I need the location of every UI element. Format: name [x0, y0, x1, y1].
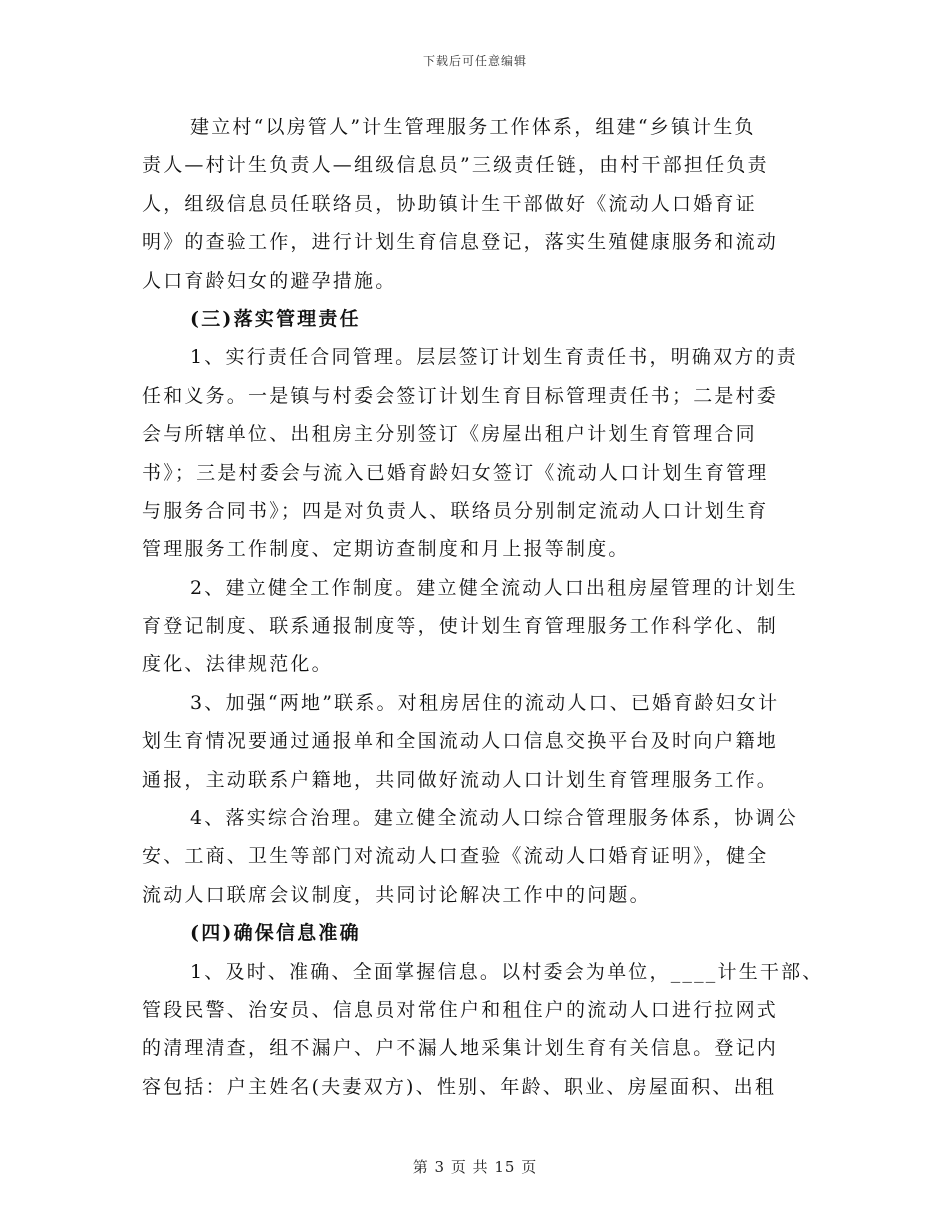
text-line: 人，组级信息员任联络员，协助镇计生干部做好《流动人口婚育证	[142, 192, 757, 215]
text-line: 责人—村计生负责人—组级信息员”三级责任链，由村干部担任负责	[142, 154, 769, 177]
text-line: 2、建立健全工作制度。建立健全流动人口出租房屋管理的计划生	[190, 576, 798, 599]
text-line: 与服务合同书》；四是对负责人、联络员分别制定流动人口计划生育	[142, 499, 769, 522]
text-line: 建立村“以房管人”计生管理服务工作体系，组建“乡镇计生负	[190, 116, 756, 138]
text-line: 书》；三是村委会与流入已婚育龄妇女签订《流动人口计划生育管理	[142, 461, 769, 484]
text-line: 流动人口联席会议制度，共同讨论解决工作中的问题。	[142, 883, 651, 906]
text-line: 容包括：户主姓名(夫妻双方)、性别、年龄、职业、房屋面积、出租	[142, 1075, 777, 1098]
text-line: 育登记制度、联系通报制度等，使计划生育管理服务工作科学化、制	[142, 615, 779, 638]
text-line: 3、加强“两地”联系。对租房居住的流动人口、已婚育龄妇女计	[190, 691, 780, 714]
text-line: 人口育龄妇女的避孕措施。	[142, 269, 397, 292]
text-line: 1、实行责任合同管理。层层签订计划生育责任书，明确双方的责	[190, 346, 798, 369]
page-header: 下载后可任意编辑	[422, 54, 527, 68]
text-line: 1、及时、准确、全面掌握信息。以村委会为单位，____计生干部、	[190, 960, 824, 983]
text-line: 4、落实综合治理。建立健全流动人口综合管理服务体系，协调公	[190, 807, 798, 830]
text-line: 通报，主动联系户籍地，共同做好流动人口计划生育管理服务工作。	[142, 768, 779, 791]
text-line: 安、工商、卫生等部门对流动人口查验《流动人口婚育证明》，健全	[142, 845, 769, 868]
text-line: 管段民警、治安员、信息员对常住户和租住户的流动人口进行拉网式	[142, 998, 779, 1021]
page-footer: 第 3 页 共 15 页	[412, 1158, 538, 1176]
text-line: 明》的查验工作，进行计划生育信息登记，落实生殖健康服务和流动	[142, 231, 779, 254]
text-line: 管理服务工作制度、定期访查制度和月上报等制度。	[142, 538, 630, 561]
text-line: 任和义务。一是镇与村委会签订计划生育目标管理责任书；二是村委	[142, 384, 779, 407]
section-heading: (四)确保信息准确	[190, 922, 361, 945]
text-line: 度化、法律规范化。	[142, 653, 333, 676]
text-line: 划生育情况要通过通报单和全国流动人口信息交换平台及时向户籍地	[142, 730, 779, 753]
text-line: 会与所辖单位、出租房主分别签订《房屋出租户计划生育管理合同	[142, 423, 757, 446]
section-heading: (三)落实管理责任	[190, 307, 361, 330]
text-line: 的清理清查，组不漏户、户不漏人地采集计划生育有关信息。登记内	[142, 1037, 779, 1060]
body-text	[142, 108, 822, 1106]
